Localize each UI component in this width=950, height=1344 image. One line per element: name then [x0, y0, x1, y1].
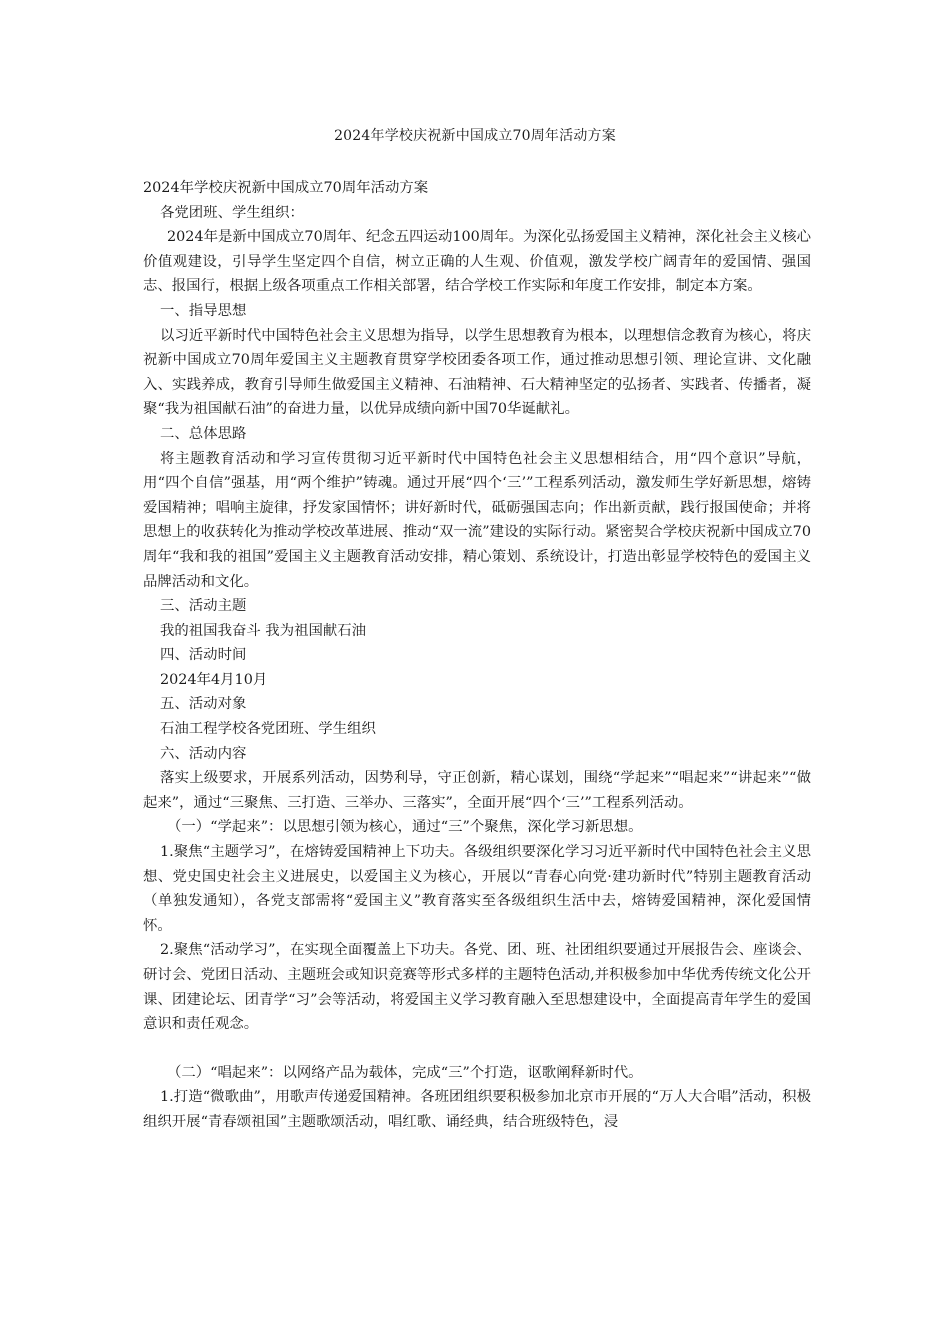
section-heading-guiding-ideology: 一、指导思想: [160, 302, 247, 319]
study-item-2: 2.聚焦“活动学习”，在实现全面覆盖上下功夫。各党、团、班、社团组织要通过开展报告会、座谈会、研讨会、党团日活动、主题班会或知识竞赛等形式多样的主题特色活动,并积极参加中华优秀传统文化公开课、团建论坛、团青学“习”会等活动，将爱国主义学习教育融入至思想建设中，全面提高青年学生的爱国意识和责任观念。: [143, 942, 811, 1033]
paragraph-gap: [143, 1037, 811, 1061]
overall-approach-paragraph: 将主题教育活动和学习宣传贯彻习近平新时代中国特色社会主义思想相结合，用“四个意识”导航，用“四个自信”强基，用“两个维护”铸魂。通过开展“四个‘三’”工程系列活动，激发师生学好新思想，熔铸爱国精神；唱响主旋律，抒发家国情怀；讲好新时代，砥砺强国志向；作出新贡献，践行报国使命；并将思想上的收获转化为推动学校改革进展、推动“双一流”建设的实际行动。紧密契合学校庆祝新中国成立70周年“我和我的祖国”爱国主义主题教育活动安排，精心策划、系统设计，打造出彰显学校特色的爱国主义品牌活动和文化。: [143, 450, 811, 590]
section-heading-activity-content: 六、活动内容: [160, 745, 247, 762]
body-heading: 2024年学校庆祝新中国成立70周年活动方案: [143, 180, 429, 196]
subsection-heading-sing: （二）“唱起来”：以网络产品为载体，完成“三”个打造，讴歌阐释新时代。: [167, 1064, 643, 1081]
activity-target-text: 石油工程学校各党团班、学生组织: [160, 721, 376, 738]
section-heading-activity-theme: 三、活动主题: [160, 598, 247, 615]
section-heading-overall-approach: 二、总体思路: [160, 425, 247, 442]
sing-item-1: 1.打造“微歌曲”，用歌声传递爱国精神。各班团组织要积极参加北京市开展的“万人大合唱”活动，积极组织开展“青春颂祖国”主题歌颂活动，唱红歌、诵经典，结合班级特色，浸: [143, 1089, 811, 1130]
activity-theme-text: 我的祖国我奋斗 我为祖国献石油: [160, 622, 367, 639]
document-body: [143, 176, 811, 1135]
activity-content-paragraph: 落实上级要求，开展系列活动，因势利导，守正创新，精心谋划，围绕“学起来”“唱起来”“讲起来”“做起来”，通过“三聚焦、三打造、三举办、三落实”，全面开展“四个‘三’”工程系列活动。: [143, 770, 811, 811]
subsection-heading-study: （一）“学起来”：以思想引领为核心，通过“三”个聚焦，深化学习新思想。: [167, 819, 643, 836]
document-title: 2024年学校庆祝新中国成立70周年活动方案: [334, 128, 616, 144]
guiding-ideology-paragraph: 以习近平新时代中国特色社会主义思想为指导，以学生思想教育为根本，以理想信念教育为核心，将庆祝新中国成立70周年爱国主义主题教育贯穿学校团委各项工作，通过推动思想引领、理论宣讲、文化融入、实践养成，教育引导师生做爱国主义精神、石油精神、石大精神坚定的弘扬者、实践者、传播者，凝聚“我为祖国献石油”的奋进力量，以优异成绩向新中国70华诞献礼。: [143, 327, 811, 418]
section-heading-activity-target: 五、活动对象: [160, 696, 247, 713]
activity-time-text: 2024年4月10月: [160, 671, 268, 688]
salutation: 各党团班、学生组织：: [160, 204, 304, 221]
study-item-1: 1.聚焦“主题学习”，在熔铸爱国精神上下功夫。各级组织要深化学习习近平新时代中国特色社会主义思想、党史国史社会主义进展史，以爱国主义为核心，开展以“青春心向党·建功新时代”特别主题教育活动（单独发通知），各党支部需将“爱国主义”教育落实至各级组织生活中去，熔铸爱国精神，深化爱国情怀。: [143, 844, 811, 934]
intro-paragraph: 2024年是新中国成立70周年、纪念五四运动100周年。为深化弘扬爱国主义精神，深化社会主义核心价值观建设，引导学生坚定四个自信，树立正确的人生观、价值观，激发学校广阔青年的爱国情、强国志、报国行，根据上级各项重点工作相关部署，结合学校工作实际和年度工作安排，制定本方案。: [143, 229, 811, 295]
section-heading-activity-time: 四、活动时间: [160, 647, 247, 664]
